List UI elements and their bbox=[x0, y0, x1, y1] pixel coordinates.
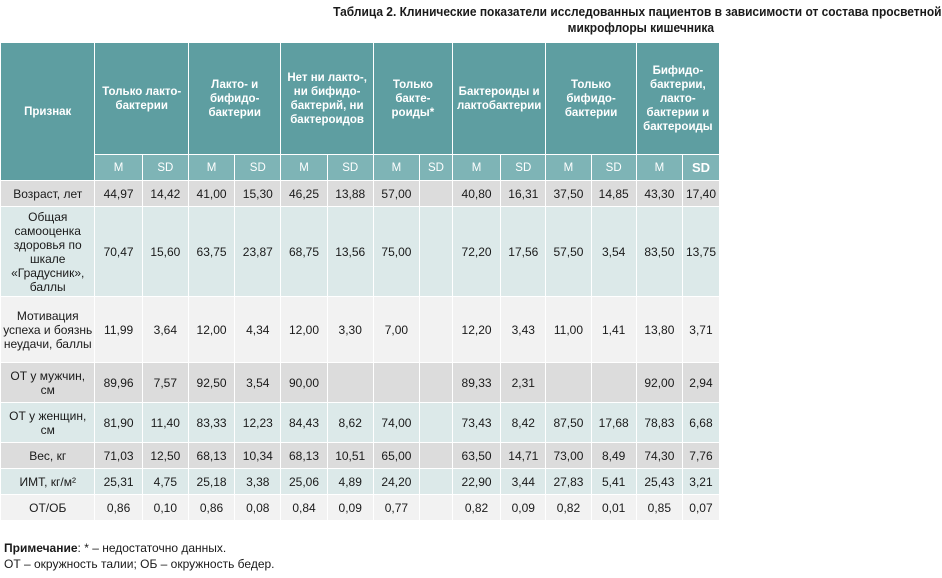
cell-mean: 0,77 bbox=[373, 495, 419, 521]
group-header-4: Только бакте-роиды* bbox=[373, 43, 452, 155]
cell-sd: 10,51 bbox=[327, 443, 373, 469]
cell-sd: 14,42 bbox=[142, 181, 188, 207]
table-title-line-2: микрофлоры кишечника bbox=[567, 20, 714, 35]
table-row bbox=[1, 297, 720, 363]
cell-mean: 12,00 bbox=[188, 297, 234, 363]
cell-sd: 3,21 bbox=[682, 469, 719, 495]
cell-mean: 83,33 bbox=[188, 403, 234, 443]
cell-mean: 7,00 bbox=[373, 297, 419, 363]
cell-mean: 27,83 bbox=[546, 469, 591, 495]
cell-sd: 0,01 bbox=[591, 495, 636, 521]
m-header: M bbox=[281, 155, 327, 181]
cell-sd: 8,49 bbox=[591, 443, 636, 469]
cell-sd: 1,41 bbox=[591, 297, 636, 363]
cell-mean bbox=[373, 363, 419, 403]
cell-mean: 92,00 bbox=[636, 363, 682, 403]
group-header-7: Бифидо-бактерии, лакто-бактерии и бактероиды bbox=[636, 43, 719, 155]
cell-mean: 25,43 bbox=[636, 469, 682, 495]
cell-sd: 7,57 bbox=[142, 363, 188, 403]
cell-sd: 8,42 bbox=[501, 403, 546, 443]
cell-mean: 68,13 bbox=[188, 443, 234, 469]
cell-sd: 14,85 bbox=[591, 181, 636, 207]
cell-sd bbox=[420, 469, 453, 495]
cell-mean: 74,30 bbox=[636, 443, 682, 469]
cell-sd: 12,50 bbox=[142, 443, 188, 469]
group-header-1: Только лакто-бактерии bbox=[95, 43, 188, 155]
cell-mean: 72,20 bbox=[452, 207, 500, 297]
cell-mean: 89,33 bbox=[452, 363, 500, 403]
cell-sd bbox=[420, 297, 453, 363]
m-header: M bbox=[95, 155, 142, 181]
cell-mean: 22,90 bbox=[452, 469, 500, 495]
sd-header: SD bbox=[327, 155, 373, 181]
clinical-indicators-table bbox=[0, 42, 720, 521]
row-label: Вес, кг bbox=[1, 443, 95, 469]
cell-mean: 84,43 bbox=[281, 403, 327, 443]
m-header: M bbox=[188, 155, 234, 181]
cell-sd: 3,71 bbox=[682, 297, 719, 363]
table-title-line-1: Таблица 2. Клинические показатели исследованных пациентов в зависимости от состава просветной bbox=[333, 4, 942, 19]
note-label: Примечание bbox=[4, 541, 78, 555]
cell-sd: 14,71 bbox=[501, 443, 546, 469]
cell-mean: 71,03 bbox=[95, 443, 142, 469]
cell-mean: 0,84 bbox=[281, 495, 327, 521]
cell-mean: 43,30 bbox=[636, 181, 682, 207]
cell-sd: 3,43 bbox=[501, 297, 546, 363]
sd-header: SD bbox=[682, 155, 719, 181]
cell-sd: 17,68 bbox=[591, 403, 636, 443]
row-label: ОТ у женщин, см bbox=[1, 403, 95, 443]
cell-sd: 3,54 bbox=[235, 363, 281, 403]
cell-mean: 89,96 bbox=[95, 363, 142, 403]
cell-mean: 25,06 bbox=[281, 469, 327, 495]
cell-mean: 68,75 bbox=[281, 207, 327, 297]
cell-mean: 81,90 bbox=[95, 403, 142, 443]
cell-sd: 13,88 bbox=[327, 181, 373, 207]
cell-mean: 0,82 bbox=[452, 495, 500, 521]
cell-mean: 83,50 bbox=[636, 207, 682, 297]
table-note bbox=[4, 540, 704, 572]
cell-sd: 8,62 bbox=[327, 403, 373, 443]
cell-sd: 10,34 bbox=[235, 443, 281, 469]
cell-mean bbox=[546, 363, 591, 403]
row-label: Возраст, лет bbox=[1, 181, 95, 207]
cell-mean: 13,80 bbox=[636, 297, 682, 363]
cell-mean: 65,00 bbox=[373, 443, 419, 469]
m-header: M bbox=[373, 155, 419, 181]
cell-sd: 23,87 bbox=[235, 207, 281, 297]
cell-mean: 74,00 bbox=[373, 403, 419, 443]
cell-sd: 6,68 bbox=[682, 403, 719, 443]
cell-sd: 0,09 bbox=[327, 495, 373, 521]
cell-mean: 87,50 bbox=[546, 403, 591, 443]
table-row bbox=[1, 363, 720, 403]
cell-sd bbox=[420, 403, 453, 443]
cell-mean: 75,00 bbox=[373, 207, 419, 297]
cell-sd: 17,40 bbox=[682, 181, 719, 207]
cell-sd: 13,56 bbox=[327, 207, 373, 297]
cell-sd: 2,94 bbox=[682, 363, 719, 403]
cell-sd bbox=[420, 495, 453, 521]
cell-sd: 4,34 bbox=[235, 297, 281, 363]
row-label: Мотивация успеха и боязнь неудачи, баллы bbox=[1, 297, 95, 363]
cell-mean: 37,50 bbox=[546, 181, 591, 207]
cell-sd: 15,30 bbox=[235, 181, 281, 207]
cell-sd: 12,23 bbox=[235, 403, 281, 443]
sd-header: SD bbox=[235, 155, 281, 181]
table-row bbox=[1, 495, 720, 521]
cell-mean: 78,83 bbox=[636, 403, 682, 443]
row-label: Общая самооценка здоровья по шкале «Градусник», баллы bbox=[1, 207, 95, 297]
cell-mean: 40,80 bbox=[452, 181, 500, 207]
cell-mean: 11,00 bbox=[546, 297, 591, 363]
cell-sd bbox=[420, 207, 453, 297]
cell-mean: 68,13 bbox=[281, 443, 327, 469]
feature-header: Признак bbox=[1, 43, 95, 181]
cell-sd bbox=[327, 363, 373, 403]
cell-mean: 90,00 bbox=[281, 363, 327, 403]
cell-mean: 63,75 bbox=[188, 207, 234, 297]
table-row bbox=[1, 469, 720, 495]
cell-mean: 73,00 bbox=[546, 443, 591, 469]
table-row bbox=[1, 181, 720, 207]
cell-mean: 73,43 bbox=[452, 403, 500, 443]
cell-mean: 12,00 bbox=[281, 297, 327, 363]
cell-mean: 25,18 bbox=[188, 469, 234, 495]
table-body bbox=[1, 181, 720, 521]
cell-mean: 0,85 bbox=[636, 495, 682, 521]
cell-sd: 13,75 bbox=[682, 207, 719, 297]
sd-header: SD bbox=[142, 155, 188, 181]
cell-sd bbox=[591, 363, 636, 403]
cell-sd: 3,64 bbox=[142, 297, 188, 363]
cell-sd: 4,75 bbox=[142, 469, 188, 495]
cell-sd: 3,38 bbox=[235, 469, 281, 495]
cell-sd: 0,08 bbox=[235, 495, 281, 521]
cell-sd: 11,40 bbox=[142, 403, 188, 443]
note-line-1 bbox=[4, 540, 704, 556]
group-header-3: Нет ни лакто-, ни бифидо-бактерий, ни бактероидов bbox=[281, 43, 373, 155]
table-title bbox=[333, 4, 942, 36]
cell-mean: 24,20 bbox=[373, 469, 419, 495]
table-row bbox=[1, 403, 720, 443]
cell-sd: 3,54 bbox=[591, 207, 636, 297]
group-header-2: Лакто- и бифидо-бактерии bbox=[188, 43, 280, 155]
cell-sd bbox=[420, 443, 453, 469]
m-header: M bbox=[636, 155, 682, 181]
cell-sd: 7,76 bbox=[682, 443, 719, 469]
table-row bbox=[1, 207, 720, 297]
cell-sd: 17,56 bbox=[501, 207, 546, 297]
cell-sd: 0,09 bbox=[501, 495, 546, 521]
note-line-2: ОТ – окружность талии; ОБ – окружность бедер. bbox=[4, 557, 275, 571]
group-header-6: Только бифидо-бактерии bbox=[546, 43, 636, 155]
cell-sd: 2,31 bbox=[501, 363, 546, 403]
cell-mean: 11,99 bbox=[95, 297, 142, 363]
sd-header: SD bbox=[591, 155, 636, 181]
cell-mean: 70,47 bbox=[95, 207, 142, 297]
sd-header: SD bbox=[501, 155, 546, 181]
row-label: ОТ/ОБ bbox=[1, 495, 95, 521]
cell-mean: 57,50 bbox=[546, 207, 591, 297]
cell-sd: 0,10 bbox=[142, 495, 188, 521]
cell-sd: 16,31 bbox=[501, 181, 546, 207]
cell-mean: 57,00 bbox=[373, 181, 419, 207]
cell-sd: 3,44 bbox=[501, 469, 546, 495]
m-header: M bbox=[452, 155, 500, 181]
table-row bbox=[1, 443, 720, 469]
row-label: ОТ у мужчин, см bbox=[1, 363, 95, 403]
cell-sd: 0,07 bbox=[682, 495, 719, 521]
cell-sd bbox=[420, 363, 453, 403]
cell-mean: 0,86 bbox=[188, 495, 234, 521]
cell-mean: 63,50 bbox=[452, 443, 500, 469]
m-header: M bbox=[546, 155, 591, 181]
cell-sd: 5,41 bbox=[591, 469, 636, 495]
cell-mean: 41,00 bbox=[188, 181, 234, 207]
cell-sd: 15,60 bbox=[142, 207, 188, 297]
sd-header: SD bbox=[420, 155, 453, 181]
cell-mean: 25,31 bbox=[95, 469, 142, 495]
cell-sd: 3,30 bbox=[327, 297, 373, 363]
cell-sd bbox=[420, 181, 453, 207]
cell-mean: 44,97 bbox=[95, 181, 142, 207]
cell-mean: 0,82 bbox=[546, 495, 591, 521]
row-label: ИМТ, кг/м² bbox=[1, 469, 95, 495]
note-asterisk-text: : * – недостаточно данных. bbox=[77, 541, 227, 555]
group-header-5: Бактероиды и лактобактерии bbox=[452, 43, 545, 155]
cell-mean: 92,50 bbox=[188, 363, 234, 403]
cell-mean: 0,86 bbox=[95, 495, 142, 521]
cell-sd: 4,89 bbox=[327, 469, 373, 495]
cell-mean: 12,20 bbox=[452, 297, 500, 363]
cell-mean: 46,25 bbox=[281, 181, 327, 207]
